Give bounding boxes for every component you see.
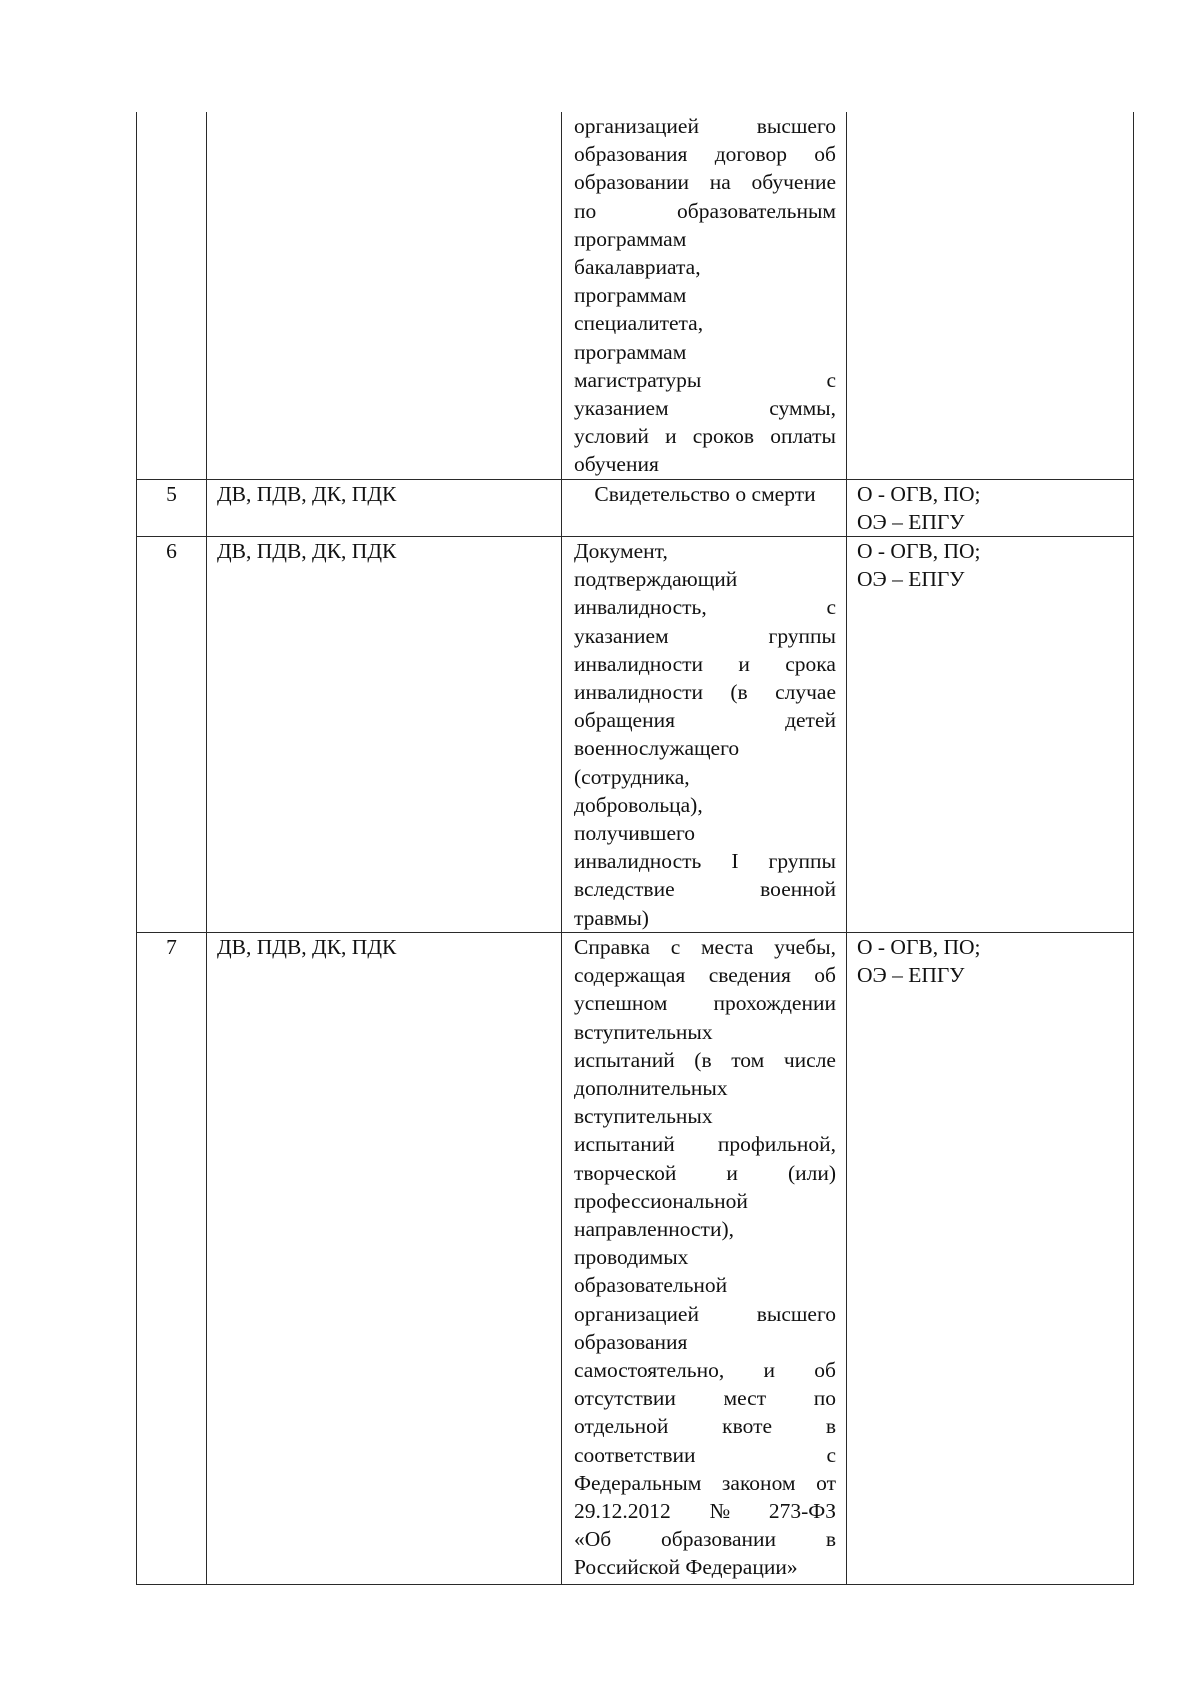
document-text-line: отдельной квоте в <box>574 1414 836 1439</box>
document-text-line: отсутствии мест по <box>574 1386 836 1411</box>
document-text-line: (сотрудника, <box>574 764 690 789</box>
applicant-category-cell <box>207 932 562 1584</box>
document-text-line: по образовательным <box>574 198 836 223</box>
row-number-cell <box>137 112 207 479</box>
row-number-cell <box>137 537 207 933</box>
document-text-line: вследствие военной <box>574 877 836 902</box>
document-source-line: О - ОГВ, ПО; <box>857 934 981 959</box>
document-text-line: бакалавриата, <box>574 255 701 280</box>
document-text-line: обращения детей <box>574 708 836 733</box>
document-text-line: обучения <box>574 452 659 477</box>
document-text-line: получившего <box>574 821 696 846</box>
document-source-line: О - ОГВ, ПО; <box>857 481 981 506</box>
document-text-line: Российской Федерации» <box>574 1555 798 1580</box>
document-text-line: образовательной <box>574 1273 728 1298</box>
document-text-line: вступительных <box>574 1104 713 1129</box>
document-text-line: проводимых <box>574 1245 689 1270</box>
document-source-cell <box>847 112 1134 479</box>
document-text-line: организацией высшего <box>574 114 836 138</box>
document-text-line: образования <box>574 1329 688 1354</box>
document-text-line: испытаний (в том числе <box>574 1047 836 1072</box>
document-name-cell <box>562 932 847 1584</box>
applicant-category: ДВ, ПДВ, ДК, ПДК <box>217 481 397 506</box>
document-text-line: содержащая сведения об <box>574 963 836 988</box>
row-number-cell <box>137 932 207 1584</box>
document-text-line: программам <box>574 339 687 364</box>
documents-table <box>136 112 1134 1585</box>
applicant-category: ДВ, ПДВ, ДК, ПДК <box>217 934 397 959</box>
document-text-line: магистратуры с <box>574 367 836 392</box>
document-text-line: профессиональной <box>574 1188 748 1213</box>
document-source-cell <box>847 537 1134 933</box>
table-row <box>137 479 1134 536</box>
document-source-line: ОЭ – ЕПГУ <box>857 509 965 534</box>
document-text-line: инвалидность, с <box>574 595 836 620</box>
document-text-line: указанием суммы, <box>574 396 836 421</box>
row-number: 5 <box>166 481 177 506</box>
document-text-line: программам <box>574 226 687 251</box>
document-text-line: Федеральным законом от <box>574 1470 836 1495</box>
row-number: 6 <box>166 539 177 564</box>
document-text-line: Документ, <box>574 539 668 564</box>
document-text-line: Свидетельство о смерти <box>594 481 816 506</box>
document-text-line: успешном прохождении <box>574 991 836 1016</box>
document-text-line: программам <box>574 283 687 308</box>
applicant-category-cell <box>207 537 562 933</box>
document-text-line: специалитета, <box>574 311 704 336</box>
document-text-line: организацией высшего <box>574 1301 836 1326</box>
document-source-line: ОЭ – ЕПГУ <box>857 567 965 592</box>
document-text-line: 29.12.2012 № 273-ФЗ <box>574 1498 836 1523</box>
document-text-line: инвалидности (в случае <box>574 680 836 705</box>
document-source-line: ОЭ – ЕПГУ <box>857 963 965 988</box>
document-source-line: О - ОГВ, ПО; <box>857 539 981 564</box>
document-text-line: условий и сроков оплаты <box>574 424 836 449</box>
applicant-category-cell <box>207 479 562 536</box>
document-text-line: «Об образовании в <box>574 1527 836 1552</box>
document-text-line: военнослужащего <box>574 736 740 761</box>
table-row <box>137 112 1134 479</box>
document-text-line: образования договор об <box>574 142 836 167</box>
applicant-category: ДВ, ПДВ, ДК, ПДК <box>217 539 397 564</box>
row-number-cell <box>137 479 207 536</box>
document-text-line: направленности), <box>574 1216 734 1241</box>
document-text-line: Справка с места учебы, <box>574 934 836 959</box>
document-text-line: подтверждающий <box>574 567 738 592</box>
document-text-line: инвалидность I группы <box>574 849 836 874</box>
row-number: 7 <box>166 934 177 959</box>
document-text-line: испытаний профильной, <box>574 1132 836 1157</box>
document-text-line: соответствии с <box>574 1442 836 1467</box>
table-row <box>137 537 1134 933</box>
document-source-cell <box>847 479 1134 536</box>
document-source-cell <box>847 932 1134 1584</box>
documents-table-body <box>137 112 1134 1584</box>
applicant-category-cell <box>207 112 562 479</box>
document-name-cell <box>562 112 847 479</box>
document-text-line: творческой и (или) <box>574 1160 836 1185</box>
document-text-line: дополнительных <box>574 1075 728 1100</box>
document-text-line: указанием группы <box>574 623 836 648</box>
document-text-line: образовании на обучение <box>574 170 836 195</box>
document-text-line: инвалидности и срока <box>574 651 836 676</box>
document-name-cell <box>562 537 847 933</box>
table-row <box>137 932 1134 1584</box>
document-text-line: добровольца), <box>574 792 703 817</box>
document-text-line: вступительных <box>574 1019 713 1044</box>
document-name-cell <box>562 479 847 536</box>
document-text-line: самостоятельно, и об <box>574 1357 836 1382</box>
document-text-line: травмы) <box>574 905 649 930</box>
